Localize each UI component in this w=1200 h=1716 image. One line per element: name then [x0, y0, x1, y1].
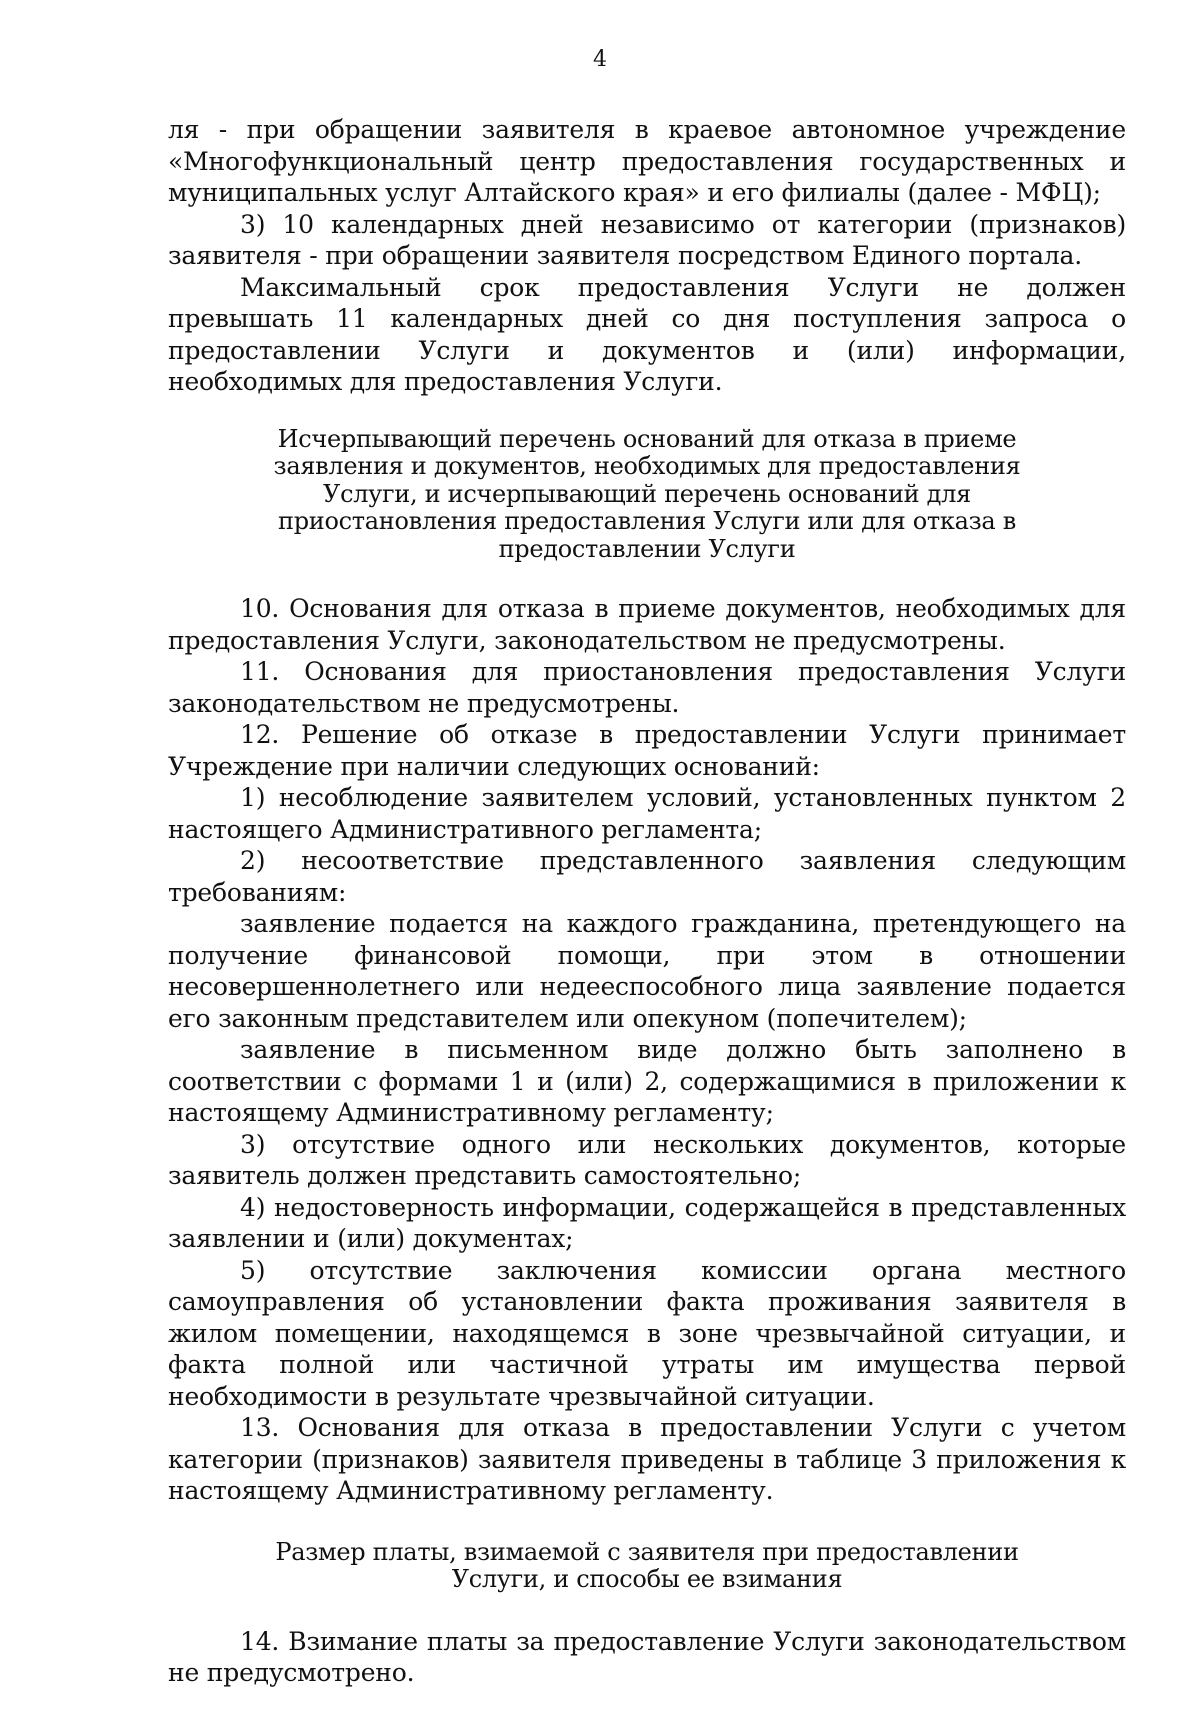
paragraph-12-item-5: 5) отсутствие заключения комиссии органа местного самоуправления об установлении факта проживания заявителя в жилом помещении, находящемся в зоне чрезвычайной ситуации, и факта полной или частичной утраты им имущества первой необходимости в результате чрезвычайной ситуации. — [168, 1255, 1126, 1411]
paragraph-12: 12. Решение об отказе в предоставлении Услуги принимает Учреждение при наличии следующих оснований: — [168, 720, 1126, 781]
paragraph-12-item-2-requirement: заявление в письменном виде должно быть заполнено в соответствии с формами 1 и (или) 2, содержащимися в приложении к настоящему Административному регламенту; — [168, 1035, 1126, 1127]
paragraph-10: 10. Основания для отказа в приеме документов, необходимых для предоставления Услуги, законодательством не предусмотрены. — [168, 594, 1126, 655]
document-body — [168, 114, 1126, 1689]
section-heading-fee: Размер платы, взимаемой с заявителя при предоставлении Услуги, и способы ее взимания — [275, 1537, 1019, 1593]
page-number: 4 — [593, 47, 607, 72]
paragraph-12-item-2-requirement: заявление подается на каждого гражданина, претендующего на получение финансовой помощи, при этом в отношении несовершеннолетнего или недееспособного лица заявление подается его законным представителем или опекуном (попечителем); — [168, 909, 1126, 1033]
section-heading-refusal-grounds: Исчерпывающий перечень оснований для отказа в приеме заявления и документов, необходимых для предоставления Услуги, и исчерпывающий перечень оснований для приостановления предоставления Услуги или для отказа в предоставлении Услуги — [273, 424, 1021, 563]
paragraph: ля - при обращении заявителя в краевое автономное учреждение «Многофункциональный центр предоставления государственных и муниципальных услуг Алтайского края» и его филиалы (далее - МФЦ); — [168, 115, 1126, 207]
paragraph: Максимальный срок предоставления Услуги не должен превышать 11 календарных дней со дня поступления запроса о предоставлении Услуги и документов и (или) информации, необходимых для предоставления Услуги. — [168, 272, 1126, 396]
paragraph: 3) 10 календарных дней независимо от категории (признаков) заявителя - при обращении заявителя посредством Единого портала. — [168, 209, 1126, 270]
paragraph-12-item-3: 3) отсутствие одного или нескольких документов, которые заявитель должен представить самостоятельно; — [168, 1129, 1126, 1190]
paragraph-14: 14. Взимание платы за предоставление Услуги законодательством не предусмотрено. — [168, 1626, 1126, 1687]
paragraph-12-item-1: 1) несоблюдение заявителем условий, установленных пунктом 2 настоящего Административного регламента; — [168, 783, 1126, 844]
paragraph-12-item-4: 4) недостоверность информации, содержащейся в представленных заявлении и (или) документах; — [168, 1192, 1126, 1253]
paragraph-11: 11. Основания для приостановления предоставления Услуги законодательством не предусмотрены. — [168, 657, 1126, 718]
paragraph-13: 13. Основания для отказа в предоставлении Услуги с учетом категории (признаков) заявителя приведены в таблице 3 приложения к настоящему Административному регламенту. — [168, 1413, 1126, 1505]
paragraph-12-item-2: 2) несоответствие представленного заявления следующим требованиям: — [168, 846, 1126, 907]
